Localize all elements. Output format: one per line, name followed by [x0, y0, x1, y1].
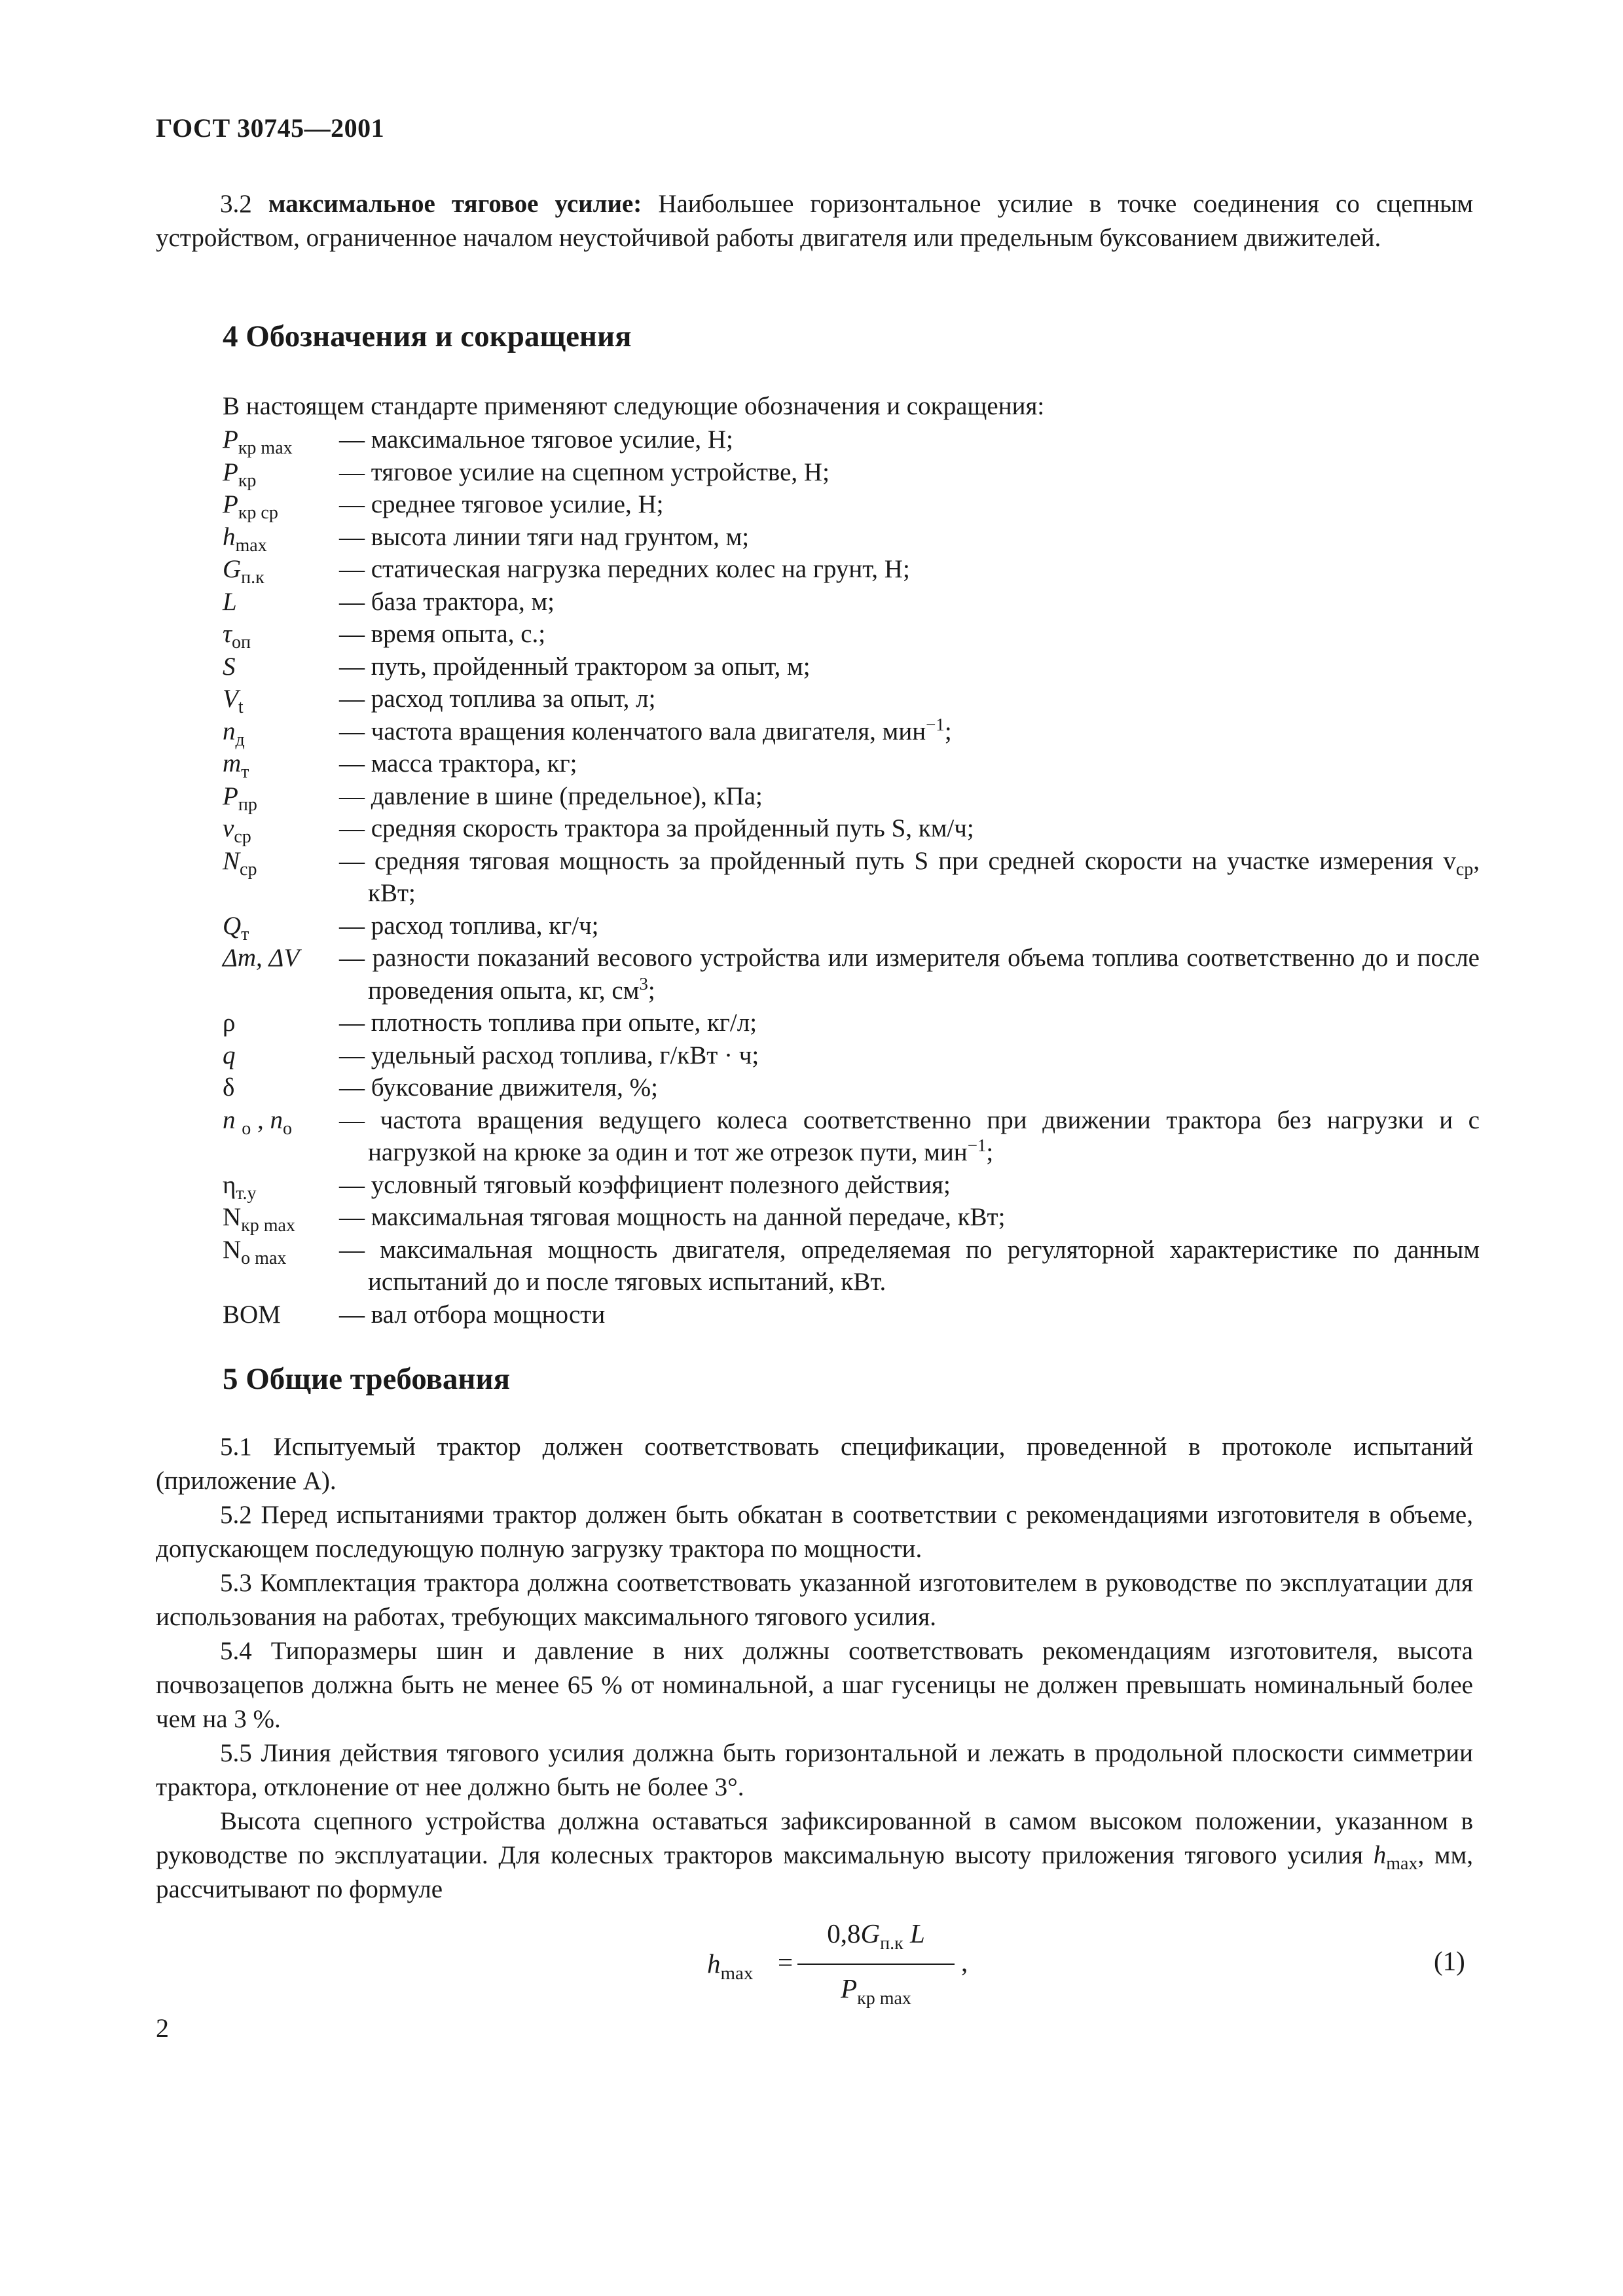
clause-5-2: 5.2 Перед испытаниями трактор должен быть обкатан в соответствии с рекомендациями изготовителя в объеме, допускающем последующую полную загрузку трактора по мощности. [156, 1501, 1473, 1563]
formula-comma: , [961, 1947, 968, 1977]
clause-5-1: 5.1 Испытуемый трактор должен соответствовать спецификации, проведенной в протоколе испытаний (приложение А). [156, 1433, 1473, 1495]
formula-equals: = [778, 1947, 793, 1977]
definition-text: — статическая нагрузка передних колес на грунт, Н; [339, 555, 910, 583]
definition-text: — частота вращения коленчатого вала двигателя, мин$^{-1}$; [339, 714, 952, 745]
definition-text: — плотность топлива при опыте, кг/л; [339, 1009, 757, 1037]
fraction-bar [797, 1964, 955, 1965]
definition-symbol: $P_{кр ср}$ [223, 490, 278, 523]
definition-row [223, 521, 1480, 554]
clause-number: 3.2 [220, 190, 252, 218]
h-max-symbol: $h_{max}$ [1373, 1841, 1418, 1874]
definition-symbol: $v_{ср}$ [223, 814, 251, 847]
definition-text: — максимальная тяговая мощность на данной передаче, кВт; [339, 1203, 1006, 1231]
formula-denominator: $P_{кр max}$ [841, 1973, 911, 2009]
clause-term: максимальное тяговое усилие: [268, 190, 642, 218]
definition-text: — вал отбора мощности [339, 1300, 606, 1329]
definition-symbol: $N_{o max}$ [223, 1235, 287, 1268]
definition-text: — путь, пройденный трактором за опыт, м; [339, 652, 811, 681]
definition-row [223, 715, 1480, 748]
definition-symbol: $G_{п.к}$ [223, 555, 264, 588]
definition-row [223, 845, 1480, 910]
definition-row [223, 910, 1480, 942]
section-5-title: 5 Общие требования [223, 1362, 511, 1396]
definition-row [223, 683, 1480, 715]
definition-row [223, 456, 1480, 489]
definition-symbol: q [223, 1041, 236, 1069]
definition-text: — буксование движителя, %; [339, 1073, 658, 1102]
definition-text: — время опыта, с.; [339, 620, 546, 648]
definition-symbol: $P_{кр}$ [223, 457, 257, 491]
definition-symbol: $n_д$ [223, 717, 245, 750]
definition-text: — разности показаний весового устройства или измерителя объема топлива соответственно до и после проведения опыта, кг, $см^3$; [339, 944, 1480, 1005]
definition-row [223, 1169, 1480, 1202]
definition-text: — база трактора, м; [339, 587, 555, 616]
clause-3-2 [156, 187, 1473, 255]
definition-symbol: $m_т$ [223, 749, 249, 782]
definition-row [223, 488, 1480, 521]
definition-row [223, 747, 1480, 780]
formula-numerator: $0,8G_{п.к}$ L [827, 1918, 925, 1954]
definition-symbol: S [223, 652, 236, 681]
definition-symbol: δ [223, 1073, 235, 1102]
definition-row [223, 651, 1480, 683]
definition-text: — среднее тяговое усилие, Н; [339, 490, 664, 518]
definitions-list [223, 423, 1480, 1331]
definition-symbol: $\tau_{оп}$ [223, 620, 251, 653]
definition-text: — удельный расход топлива, г/кВт · ч; [339, 1041, 759, 1069]
definition-row [223, 1299, 1480, 1331]
definition-row [223, 1007, 1480, 1039]
definition-text: — масса трактора, кг; [339, 749, 577, 778]
formula-lhs: $h_{max}$ [707, 1948, 754, 1984]
definition-row [223, 1104, 1480, 1169]
definition-symbol: $Q_т$ [223, 911, 249, 944]
definition-symbol: $h_{max}$ [223, 522, 267, 556]
definition-text: — частота вращения ведущего колеса соответственно при движении трактора без нагрузки и с нагрузкой на крюке за один и тот же отрезок пути, мин$^{-1}$; [339, 1105, 1480, 1166]
definition-row [223, 553, 1480, 586]
clause-text: Наибольшее горизонтальное усилие в точке соединения со сцепным устройством, ограниченное началом неустойчивой работы двигателя или предельным буксованием движителей. [156, 190, 1474, 252]
definition-symbol: L [223, 587, 237, 616]
definition-row [223, 423, 1480, 456]
definition-row [223, 1071, 1480, 1104]
definition-text: — высота линии тяги над грунтом, м; [339, 522, 750, 551]
definition-symbol: $P_{пр}$ [223, 781, 257, 815]
definition-text: — максимальное тяговое усилие, Н; [339, 425, 733, 454]
definition-row [223, 618, 1480, 651]
definition-symbol: $N_{ср}$ [223, 846, 257, 880]
definition-text: — условный тяговый коэффициент полезного действия; [339, 1170, 951, 1199]
formula-1 [701, 1918, 1028, 2009]
definition-symbol: $V_t$ [223, 685, 244, 717]
definition-row [223, 942, 1480, 1007]
clause-5-4: 5.4 Типоразмеры шин и давление в них должны соответствовать рекомендациям изготовителя, высота почвозацепов должна быть не менее 65 % от номинальной, а шаг гусеницы не должен превышать номинальный более чем на 3 %. [156, 1637, 1473, 1733]
definition-symbol: $N_{кр max}$ [223, 1203, 295, 1236]
definition-symbol: ВОМ [223, 1300, 281, 1329]
clause-5-3: 5.3 Комплектация трактора должна соответствовать указанной изготовителем в руководстве по эксплуатации для использования на работах, требующих максимального тягового усилия. [156, 1569, 1473, 1631]
definition-text: — максимальная мощность двигателя, определяемая по регуляторной характеристике по данным испытаний до и после тяговых испытаний, кВт. [339, 1235, 1480, 1296]
definition-text: — расход топлива за опыт, л; [339, 685, 656, 713]
definition-row [223, 1201, 1480, 1234]
definition-row [223, 586, 1480, 619]
definition-symbol: Δm, ΔV [223, 944, 300, 972]
definition-row [223, 780, 1480, 813]
page-number: 2 [156, 2013, 169, 2043]
definition-symbol: n $_о$ , $n_о$ [223, 1105, 292, 1139]
definition-text: — давление в шине (предельное), кПа; [339, 781, 763, 810]
clause-5-5: 5.5 Линия действия тягового усилия должна быть горизонтальной и лежать в продольной плоскости симметрии трактора, отклонение от нее должно быть не более 3°. [156, 1739, 1473, 1801]
definition-row [223, 812, 1480, 845]
definition-row [223, 1039, 1480, 1072]
document-header: ГОСТ 30745—2001 [156, 113, 385, 143]
definition-text: — расход топлива, кг/ч; [339, 911, 599, 940]
section-4-intro: В настоящем стандарте применяют следующие обозначения и сокращения: [223, 392, 1045, 420]
height-paragraph: Высота сцепного устройства должна оставаться зафиксированной в самом высоком положении, указанном в руководстве по эксплуатации. Для колесных тракторов максимальную высоту приложения тягового усилия $h_{max}$, мм, рассчитывают по формуле [156, 1807, 1473, 1903]
definition-text: — средняя скорость трактора за пройденный путь S, км/ч; [339, 814, 974, 842]
definition-symbol: $P_{кр max}$ [223, 425, 293, 458]
section-4-title: 4 Обозначения и сокращения [223, 319, 632, 353]
definition-text: — тяговое усилие на сцепном устройстве, Н; [339, 457, 830, 486]
definition-symbol: $\eta_{т.у}$ [223, 1170, 257, 1204]
definition-row [223, 1234, 1480, 1299]
formula-number: (1) [1434, 1946, 1465, 1976]
definition-text: — средняя тяговая мощность за пройденный путь S при средней скорости на участке измерения $v_{ср}$, кВт; [339, 846, 1480, 907]
definition-symbol: ρ [223, 1009, 236, 1037]
